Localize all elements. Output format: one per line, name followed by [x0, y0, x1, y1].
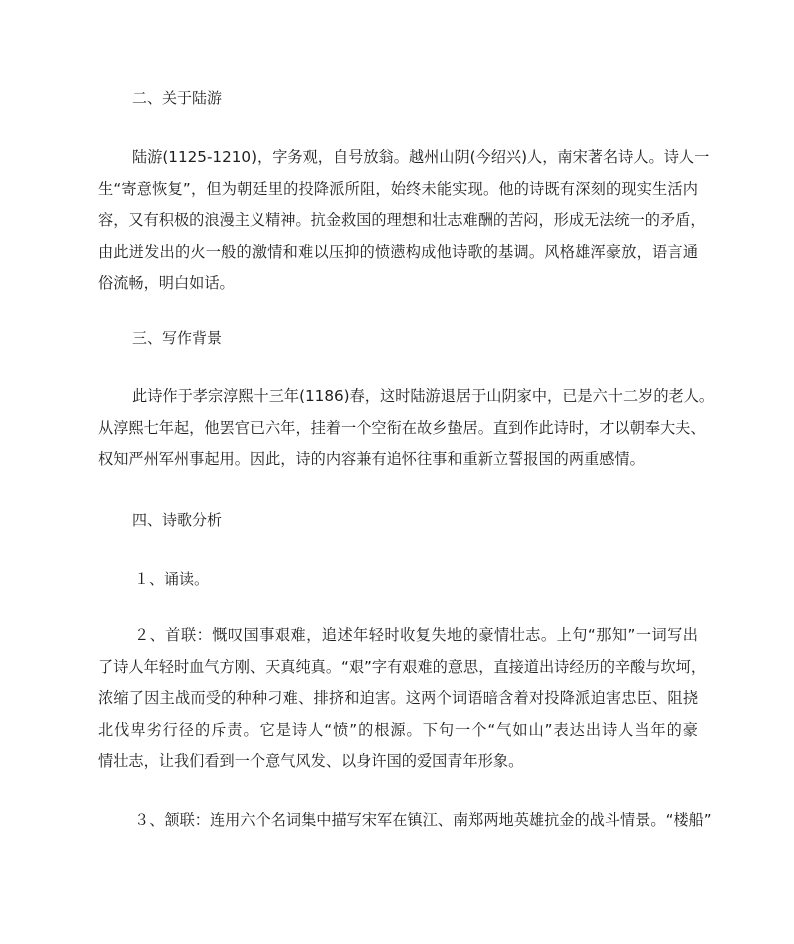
paragraph-line: 陆游(1125-1210)，字务观，自号放翁。越州山阴(今绍兴)人，南宋著名诗人。诗人一 — [132, 148, 710, 166]
paragraph-line: 俗流畅，明白如话。 — [98, 274, 235, 292]
section-heading-about-lu-you: 二、关于陆游 — [132, 89, 223, 107]
paragraph-line: 由此迸发出的火一般的激情和难以压抑的愤懑构成他诗歌的基调。风格雄浑豪放，语言通 — [98, 242, 698, 261]
paragraph-analysis-first-couplet — [98, 620, 707, 778]
paragraph-line: 容，又有积极的浪漫主义精神。抗金救国的理想和壮志难酬的苦闷，形成无法统一的矛盾， — [98, 211, 706, 229]
paragraph-line: ３、颔联：连用六个名词集中描写宋军在镇江、南郑两地英雄抗金的战斗情景。“楼船” — [134, 811, 712, 829]
paragraph-line: 北伐卑劣行径的斥责。它是诗人“愤”的根源。下句一个“气如山”表达出诗人当年的豪 — [98, 720, 698, 739]
paragraph-analysis-second-couplet — [98, 805, 712, 837]
section-heading-writing-background: 三、写作背景 — [132, 329, 223, 347]
paragraph-about-lu-you — [98, 142, 710, 300]
paragraph-line: 情壮志，让我们看到一个意气风发、以身许国的爱国青年形象。 — [98, 752, 524, 770]
analysis-item-recitation: １、诵读。 — [134, 570, 210, 588]
paragraph-line: 权知严州军州事起用。因此，诗的内容兼有追怀往事和重新立誓报国的两重感情。 — [98, 450, 645, 468]
paragraph-line: ２、首联：慨叹国事艰难，追述年轻时收复失地的豪情壮志。上句“那知”一词写出 — [134, 626, 698, 644]
paragraph-line: 了诗人年轻时血气方刚、天真纯真。“艰”字有艰难的意思，直接道出诗经历的辛酸与坎坷， — [98, 657, 707, 676]
paragraph-writing-background — [98, 381, 715, 476]
paragraph-line: 此诗作于孝宗淳熙十三年(1186)春，这时陆游退居于山阴家中，已是六十二岁的老人。 — [132, 387, 715, 405]
paragraph-line: 从淳熙七年起，他罢官已六年，挂着一个空衔在故乡蛰居。直到作此诗时，才以朝奉大夫、 — [98, 418, 706, 437]
section-heading-poem-analysis: 四、诗歌分析 — [132, 511, 223, 529]
paragraph-line: 浓缩了因主战而受的种种刁难、排挤和迫害。这两个词语暗含着对投降派迫害忠臣、阻挠 — [98, 689, 698, 707]
paragraph-line: 生“寄意恢复”，但为朝廷里的投降派所阻，始终未能实现。他的诗既有深刻的现实生活内 — [98, 179, 698, 198]
